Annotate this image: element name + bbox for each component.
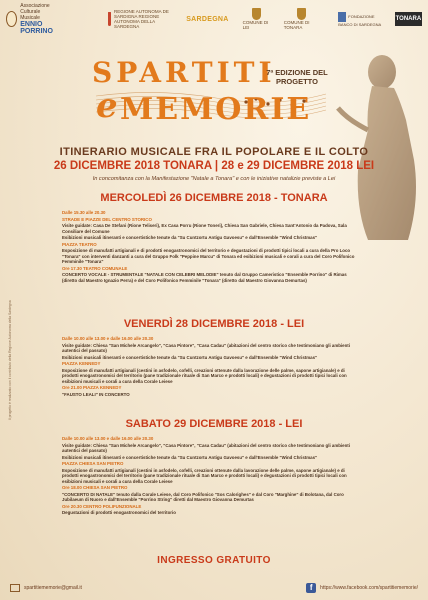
- day3-title: SABATO 29 DICEMBRE 2018 - LEI: [125, 418, 303, 430]
- day3-time: Dalle 10.00 alle 13.00 e dalle 16.00 alle 20.30: [62, 436, 154, 441]
- event-note: In concomitanza con la Manifestazione "Natale a Tonara" e con le iniziative natalizie previste a Lei: [92, 176, 336, 182]
- fondazione-text: FONDAZIONE BANCO DI SARDEGNA: [338, 13, 382, 27]
- association-line1: Associazione Culturale: [20, 3, 50, 15]
- day2-concert: "FAUSTO LEALI" IN CONCERTO: [62, 391, 130, 397]
- day1-place3: Ore 17.30 TEATRO COMUNALE: [62, 265, 128, 271]
- facebook-icon: f: [306, 583, 316, 593]
- facebook-url: https://www.facebook.com/spartitiememorie/: [320, 585, 418, 591]
- day2-place2: Ore 21.00 PIAZZA KENNEDY: [62, 385, 122, 391]
- day3-place1: PIAZZA CHIESA SAN PIETRO: [62, 461, 124, 467]
- sponsor-bar: [0, 0, 428, 38]
- day2-title: VENERDÌ 28 DICEMBRE 2018 - LEI: [123, 318, 305, 330]
- comune-lei-crest-icon: [252, 8, 261, 20]
- tonara-logo: TONARA: [395, 12, 422, 26]
- event-dates: 26 DICEMBRE 2018 TONARA | 28 e 29 DICEMBRE 2018 LEI: [53, 160, 375, 172]
- edition-label: 7ª EDIZIONE DEL PROGETTO: [266, 68, 328, 86]
- comune-tonara-text: COMUNE DI TONARA: [283, 20, 310, 30]
- day2-exhibition: Esposizione di manufatti artigianali (cestini in asfodelo, cofelli, creazioni ottenute dalla lavorazione delle palme, sapone artigianale) e di prodotti enogastronomici del territorio (pane tradizionale rituale di San Marco e prodotti locali) e degustazioni di prodotti tipici locali con esibizioni musicali e corali a cura della Corale Leiese: [62, 367, 347, 384]
- day1-place2: PIAZZA TEATRO: [62, 241, 97, 247]
- day1-program: [62, 210, 362, 284]
- association-line2: Musicale: [20, 15, 40, 21]
- title-spartiti: SPARTITI: [92, 56, 276, 89]
- day1-concert: CONCERTO VOCALE - STRUMENTALE "NATALE CON CELEBRI MELODIE" tenuto dal Gruppo Cameristico "Ensemble Porrino" di Rimas (diretto dal Maestro Ignazio Perra) e del Coro Polifonico Femminile "Tonara" (diretto dal Maestro Giovanna Demurtas): [62, 272, 347, 283]
- free-entry-label: INGRESSO GRATUITO: [157, 555, 271, 566]
- day3-concert: "CONCERTO DI NATALE" tenuto dalla Corale Leiese, dal Coro Polifonico "Sos Calorighes" e dal Coro "Marghine" di Bolotana, dal Coro Jubilaeum di Nuoro e dall'Ensemble "Porrino String" diretti dal Maestro Giovanna Demurtas: [62, 491, 344, 503]
- title-e: e: [96, 86, 118, 126]
- association-name: ENNIO PORRINO: [20, 21, 53, 35]
- day3-tasting: Degustazioni di prodotti enogastronomici del territorio: [62, 510, 176, 516]
- regione-logo: [108, 9, 171, 29]
- fondazione-icon: [338, 12, 346, 22]
- day3-visits: Visite guidate: Chiesa "San Michele Arcangelo", "Casa Pintore", "Casa Cadau" (abitazioni del centro storico che testimoniano gli ambienti autentici del passato): [62, 442, 350, 453]
- day1-music: Esibizioni musicali itineranti e concertistiche tenute da "Su Cuntzortu Antigu Gavoesu" e dall'Ensemble "Wind Christmas": [62, 235, 318, 241]
- day1-exhibition: Esposizione di manufatti artigianali e di prodotti enogastronomici del territorio e degustazioni di prodotti tipici locali a cura della Pro Loco "Tonara" con interventi danzanti a cura del Gruppo Folk "Peppine Marcu" di Tonara ed esibizioni musicali e corali a cura del Coro Polifonico Femminile "Tonara": [62, 248, 355, 265]
- day3-place2: Ore 18.00 CHIESA SAN PIETRO: [62, 485, 128, 491]
- comune-tonara-crest-icon: [297, 8, 306, 20]
- title-memorie: MEMORIE: [120, 92, 312, 127]
- day3-music: Esibizioni musicali itineranti e concertistiche tenute da "Su Cuntzortu Antigu Gavoesu" e dall'Ensemble "Wind Christmas": [62, 454, 318, 460]
- regione-text: REGIONE AUTONOMA DE SARDIGNA REGIONE AUTONOMA DELLA SARDEGNA: [113, 9, 169, 29]
- email-text: spartitiememorie@gmail.it: [24, 585, 82, 591]
- day1-place1: STRADE E PIAZZE DEL CENTRO STORICO: [62, 216, 152, 222]
- day3-exhibition: Esposizione di manufatti artigianali (cestini in asfodelo, cofelli, creazioni ottenute dalla lavorazione delle palme, sapone artigianale) e di prodotti enogastronomici del territorio (pane tradizionale rituale di San Marco e prodotti locali) e degustazioni di prodotti tipici locali con esibizioni musicali e corali a cura della Corale Leiese: [62, 467, 347, 484]
- footer: [0, 576, 428, 600]
- day2-visits: Visite guidate: Chiesa "San Michele Arcangelo", "Casa Pintore", "Casa Cadau" (abitazioni del centro storico che testimoniano gli ambienti autentici del passato): [62, 342, 350, 353]
- regione-crest-icon: [108, 12, 111, 26]
- day2-place1: PIAZZA KENNEDY: [62, 361, 101, 367]
- day2-time: Dalle 10.00 alle 13.00 e dalle 16.00 alle 20.30: [62, 336, 154, 341]
- comune-lei-text: COMUNE DI LEI: [242, 20, 269, 30]
- comune-lei-logo: [243, 8, 270, 30]
- association-emblem-icon: [6, 11, 17, 27]
- day3-program: [62, 436, 362, 517]
- day2-program: [62, 336, 362, 398]
- comune-tonara-logo: [284, 8, 321, 30]
- sidebar-vertical-credit: Il progetto è realizzato con il contributo della Regione Autonoma della Sardegna: [8, 300, 12, 420]
- association-logo: [6, 3, 58, 35]
- day2-music: Esibizioni musicali itineranti e concertistiche tenute da "Su Cuntzortu Antigu Gavoesu" e dall'Ensemble "Wind Christmas": [62, 354, 318, 360]
- day3-place3: Ore 20.30 CENTRO POLIFUNZIONALE: [62, 503, 142, 509]
- subtitle: ITINERARIO MUSICALE FRA IL POPOLARE E IL COLTO: [59, 146, 369, 158]
- day1-title: MERCOLEDÌ 26 DICEMBRE 2018 - TONARA: [100, 192, 328, 204]
- day1-time: Dalle 15.30 alle 20.30: [62, 210, 106, 215]
- email-contact[interactable]: [10, 584, 82, 592]
- mail-icon: [10, 584, 20, 592]
- sardegna-logo: SARDEGNA: [186, 15, 229, 23]
- facebook-link[interactable]: [306, 583, 418, 593]
- fondazione-logo: [338, 12, 384, 27]
- day1-visits: Visite guidate: Casa De Stefani (Rione Teliseri), Ex Casa Porru (Rione Toneri), Chiesa San Gabriele, Chiesa Sant'Antonio da Padova, Sala Consiliare del Comune: [62, 223, 347, 234]
